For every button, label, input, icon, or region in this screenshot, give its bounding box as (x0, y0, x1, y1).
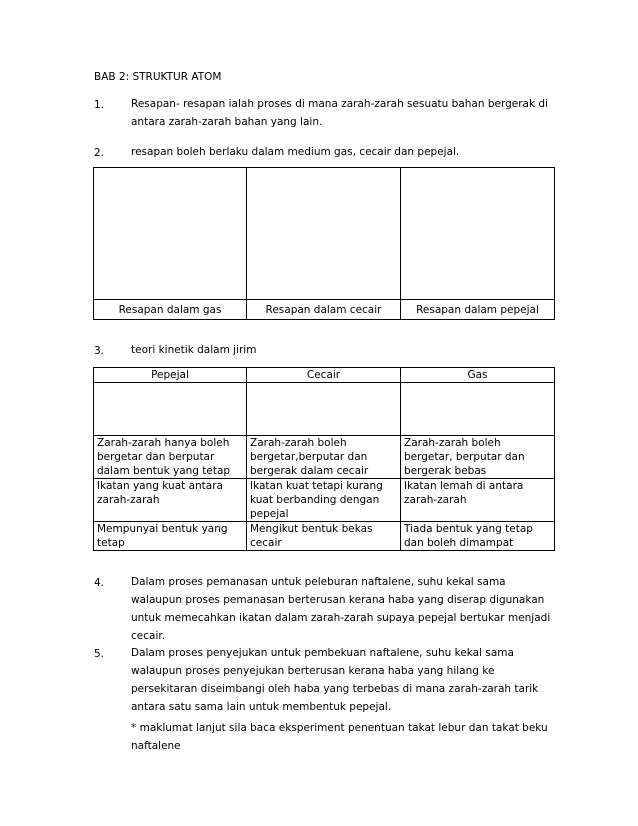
cell-line: kuat berbanding dengan (250, 494, 380, 506)
table-cell (247, 436, 401, 479)
item-number-4: 4. (94, 577, 105, 589)
cell-line: bergetar,berputar dan (250, 451, 368, 463)
footnote-line: naftalene (131, 740, 181, 752)
item-number-2: 2. (94, 147, 105, 159)
empty-cell (94, 383, 247, 436)
cell-line: Mengikut bentuk bekas (250, 523, 373, 535)
table-row (94, 522, 555, 551)
label-solid: Resapan dalam pepejal (401, 300, 555, 320)
item-4-line: untuk memecahkan ikatan dalam zarah-zarah supaya pepejal bertukar menjadi (131, 612, 551, 624)
label-liquid: Resapan dalam cecair (247, 300, 401, 320)
cell-line: Mempunyai bentuk yang (97, 523, 228, 535)
table-cell (247, 479, 401, 522)
empty-cell (247, 383, 401, 436)
cell-line: bergetar, berputar dan (404, 451, 525, 463)
cell-line: bergetar dan berputar (97, 451, 215, 463)
cell-line: zarah-zarah (97, 494, 160, 506)
item-4-line: Dalam proses pemanasan untuk peleburan naftalene, suhu kekal sama (131, 576, 506, 588)
table-cell (94, 479, 247, 522)
chapter-title: BAB 2: STRUKTUR ATOM (94, 71, 222, 83)
cell-line: Zarah-zarah boleh (250, 437, 347, 449)
item-text-1 (131, 95, 551, 131)
cell-line: Zarah-zarah boleh (404, 437, 501, 449)
table-cell (94, 522, 247, 551)
cell-line: dan boleh dimampat (404, 537, 514, 549)
item-number-5: 5. (94, 648, 105, 660)
item-number-3: 3. (94, 345, 105, 357)
label-gas: Resapan dalam gas (94, 300, 247, 320)
footnote (131, 719, 551, 755)
item-5-line: Dalam proses penyejukan untuk pembekuan naftalene, suhu kekal sama (131, 647, 514, 659)
cell-line: dalam bentuk yang tetap (97, 465, 231, 477)
header-gas: Gas (401, 368, 555, 383)
item-1-line: Resapan- resapan ialah proses di mana zarah-zarah sesuatu bahan bergerak di (131, 98, 548, 110)
drawing-box-liquid (247, 168, 401, 300)
footnote-line: * maklumat lanjut sila baca eksperiment penentuan takat lebur dan takat beku (131, 722, 548, 734)
diffusion-table (93, 167, 555, 320)
item-text-4 (131, 573, 551, 645)
cell-line: cecair (250, 537, 282, 549)
table-cell (247, 522, 401, 551)
item-5-line: persekitaran diseimbangi oleh haba yang terbebas di mana zarah-zarah tarik (131, 683, 539, 695)
item-text-5 (131, 644, 551, 716)
cell-line: bergerak dalam cecair (250, 465, 369, 477)
table-row (94, 479, 555, 522)
empty-cell (401, 383, 555, 436)
item-3-line: teori kinetik dalam jirim (131, 344, 257, 356)
drawing-box-gas (94, 168, 247, 300)
item-2-line: resapan boleh berlaku dalam medium gas, cecair dan pepejal. (131, 146, 460, 158)
item-number-1: 1. (94, 99, 105, 111)
cell-line: zarah-zarah (404, 494, 467, 506)
item-text-3 (131, 341, 551, 359)
item-5-line: walaupun proses penyejukan berterusan kerana haba yang hilang ke (131, 665, 495, 677)
drawing-box-solid (401, 168, 555, 300)
item-text-2 (131, 143, 551, 161)
item-4-line: walaupun proses pemanasan berterusan kerana haba yang diserap digunakan (131, 594, 545, 606)
header-liquid: Cecair (247, 368, 401, 383)
table-cell (401, 436, 555, 479)
item-1-line: antara zarah-zarah bahan yang lain. (131, 116, 323, 128)
kinetic-theory-table (93, 367, 555, 551)
cell-line: Ikatan lemah di antara (404, 480, 524, 492)
table-cell (401, 522, 555, 551)
cell-line: bergerak bebas (404, 465, 487, 477)
cell-line: Tiada bentuk yang tetap (404, 523, 533, 535)
item-4-line: cecair. (131, 630, 166, 642)
table-cell (401, 479, 555, 522)
table-row (94, 436, 555, 479)
cell-line: Ikatan yang kuat antara (97, 480, 223, 492)
item-5-line: antara satu sama lain untuk membentuk pepejal. (131, 701, 392, 713)
cell-line: Ikatan kuat tetapi kurang (250, 480, 383, 492)
cell-line: pepejal (250, 508, 289, 520)
cell-line: Zarah-zarah hanya boleh (97, 437, 230, 449)
header-solid: Pepejal (94, 368, 247, 383)
cell-line: tetap (97, 537, 125, 549)
table-cell (94, 436, 247, 479)
